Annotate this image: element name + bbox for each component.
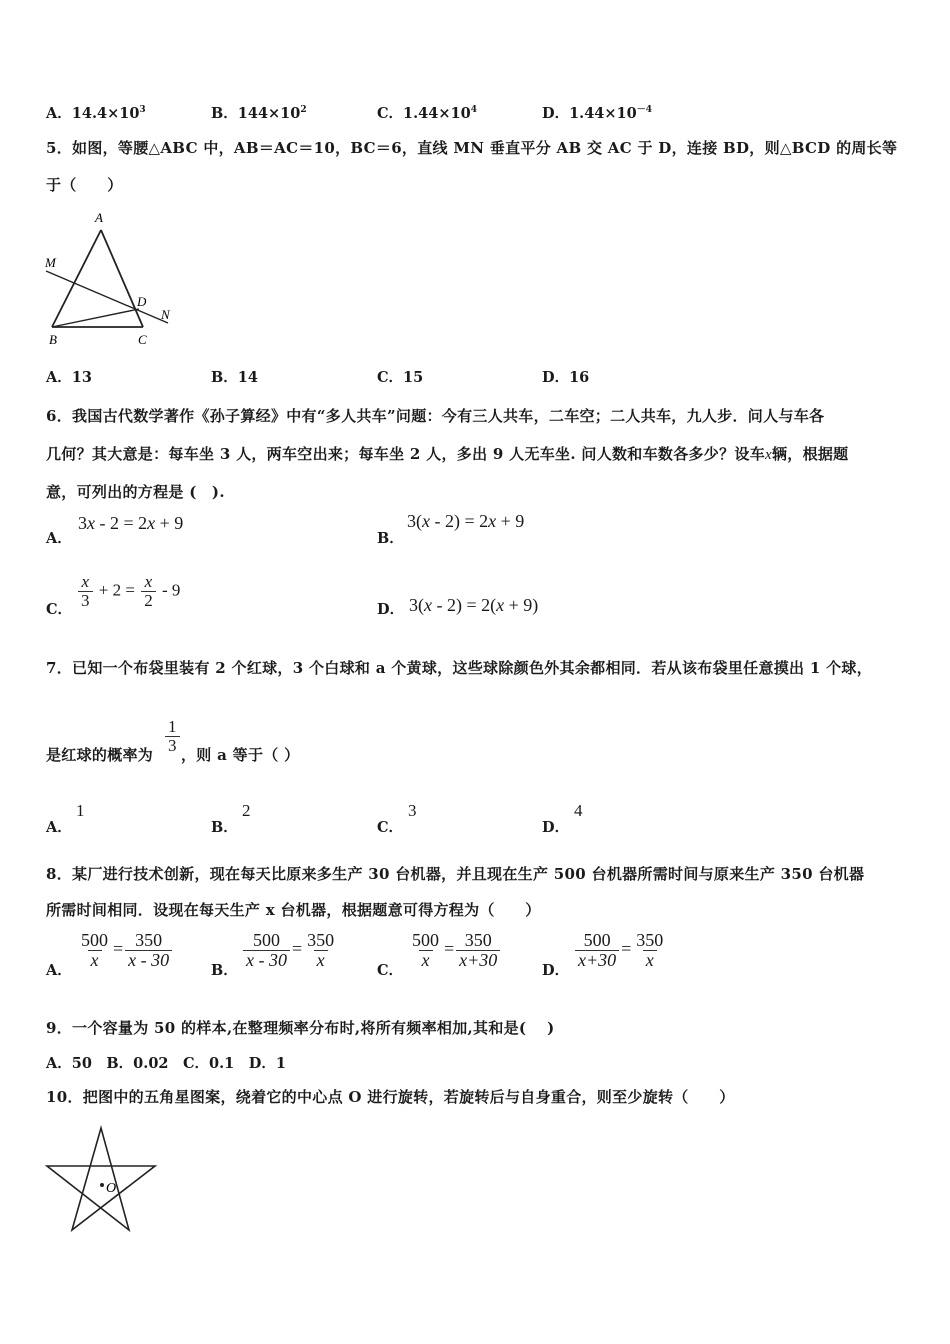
q5-option-c: C．15 (377, 369, 424, 386)
q6-option-c-label: C． (46, 601, 73, 618)
q4-option-a: A．$14.4\times 10^3$ (46, 105, 146, 122)
q10-five-pointed-star (47, 1128, 155, 1230)
q6-option-b-label: B． (377, 530, 404, 547)
q7-option-c-value: 3 (408, 801, 417, 820)
q8-option-d-label: D． (542, 962, 570, 979)
q7-option-a-value: 1 (76, 801, 85, 820)
q10-text-line1: 10．把图中的五角星图案，绕着它的中心点 O 进行旋转，若旋转后与自身重合，则至少旋转（ ） (46, 1088, 735, 1106)
q5-side-ab (52, 230, 101, 327)
q5-option-a: A．13 (46, 369, 92, 386)
q4-option-c: C．$1.44\times 10^4$ (377, 105, 477, 122)
q8-option-a-label: A． (46, 962, 72, 979)
q5-label-n: N (161, 307, 170, 322)
q5-label-m: M (45, 255, 56, 270)
q7-option-c-label: C． (377, 819, 404, 836)
q8-option-b-label: B． (211, 962, 238, 979)
q7-option-b-value: 2 (242, 801, 251, 820)
q5-label-b: B (49, 332, 57, 347)
q8-text-line2: 所需时间相同．设现在每天生产 x 台机器，根据题意可得方程为（ ） (46, 901, 541, 919)
q5-label-d: D (137, 294, 147, 309)
q6-text-line2: 几何？其大意是：每车坐 3 人，两车空出来；每车坐 2 人，多出 9 人无车坐. 问人数和车数各多少？设车x辆，根据题 (46, 445, 849, 463)
q10-label-o: O (106, 1181, 117, 1196)
q5-text-line2: 于（ ） (46, 176, 123, 194)
q8-option-d-equation: $\frac{500}{x+30}$ = $\frac{350}{x}$ (573, 931, 668, 970)
q6-text-line3: 意，可列出的方程是 ( ). (46, 483, 225, 501)
q5-option-b: B．14 (211, 369, 258, 386)
q6-option-a-label: A． (46, 530, 72, 547)
q5-text-line1: 5．如图，等腰△ABC 中，AB＝AC＝10，BC＝6，直线 MN 垂直平分 AB 交 AC 于 D，连接 BD，则△BCD 的周长等 (46, 139, 898, 157)
q8-option-b-equation: $\frac{500}{x - 30}$ = $\frac{350}{x}$ (241, 931, 339, 970)
q5-triangle-figure (40, 205, 180, 350)
q8-option-c-label: C． (377, 962, 404, 979)
q4-option-d: D．$1.44\times 10^{-4}$ (542, 105, 652, 122)
q6-option-c-equation: $\frac{x}{3}$ + 2 = $\frac{x}{2}$ - 9 (76, 573, 180, 610)
q7-option-d-value: 4 (574, 801, 583, 820)
q7-probability-fraction: $\frac{1}{3}$ (163, 718, 182, 755)
q7-option-a-label: A． (46, 819, 72, 836)
q5-option-d: D．16 (542, 369, 590, 386)
q6-option-a-equation: 3x - 2 = 2x + 9 (78, 513, 184, 533)
q7-text-line2-a: 是红球的概率为 (46, 746, 154, 764)
q8-option-a-equation: $\frac{500}{x}$ = $\frac{350}{x - 30}$ (76, 931, 174, 970)
q4-option-b: B．$144\times 10^2$ (211, 105, 307, 122)
q10-star-figure (40, 1124, 162, 1234)
q5-label-c: C (138, 332, 147, 347)
q6-option-d-label: D． (377, 601, 405, 618)
q6-option-b-equation: 3(x - 2) = 2x + 9 (407, 511, 525, 531)
q8-text-line1: 8．某厂进行技术创新，现在每天比原来多生产 30 台机器，并且现在生产 500 台机器所需时间与原来生产 350 台机器 (46, 865, 865, 883)
q7-option-b-label: B． (211, 819, 238, 836)
q7-option-d-label: D． (542, 819, 570, 836)
q10-center-point (100, 1183, 104, 1187)
q6-option-d-equation: 3(x - 2) = 2(x + 9) (409, 595, 539, 615)
q9-options: A．50 B．0.02 C．0.1 D．1 (46, 1055, 286, 1072)
q5-label-a: A (95, 210, 103, 225)
q8-option-c-equation: $\frac{500}{x}$ = $\frac{350}{x+30}$ (407, 931, 502, 970)
q5-segment-bd (52, 309, 139, 327)
q6-text-line1: 6．我国古代数学著作《孙子算经》中有“多人共车”问题：今有三人共车，二车空；二人共车，九人步．问人与车各 (46, 407, 825, 425)
q9-text-line1: 9．一个容量为 50 的样本,在整理频率分布时,将所有频率相加,其和是( ) (46, 1019, 555, 1037)
q7-text-line2-b: ，则 a 等于（ ） (181, 746, 300, 764)
q7-text-line1: 7．已知一个布袋里装有 2 个红球，3 个白球和 a 个黄球，这些球除颜色外其余都相同．若从该布袋里任意摸出 1 个球， (46, 659, 873, 677)
